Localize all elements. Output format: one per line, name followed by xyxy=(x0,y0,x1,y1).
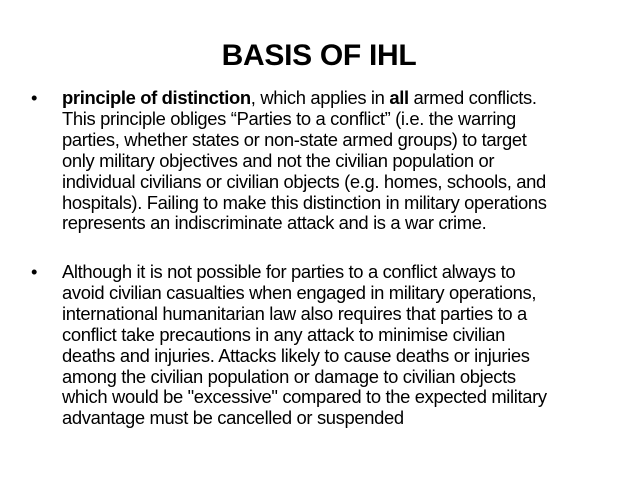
bullet-line: conflict take precautions in any attack to minimise civilian xyxy=(62,323,506,345)
bullet-line: advantage must be cancelled or suspended xyxy=(62,407,404,429)
bullet-line: parties, whether states or non-state armed groups) to target xyxy=(62,128,527,150)
bullet-principle-of-distinction xyxy=(31,87,634,234)
bullet-line: Although it is not possible for parties to a conflict always to xyxy=(62,261,516,282)
bullet-line: international humanitarian law also requires that parties to a xyxy=(62,302,527,324)
slide-title: BASIS OF IHL xyxy=(221,39,417,72)
bold-term: all xyxy=(389,87,409,108)
bullet-line: only military objectives and not the civilian population or xyxy=(62,149,495,171)
bullet-dot-icon: • xyxy=(31,87,38,108)
bullet-line: deaths and injuries. Attacks likely to cause deaths or injuries xyxy=(62,344,530,366)
bullet-line: This principle obliges “Parties to a conflict” (i.e. the warring xyxy=(62,107,516,129)
bullet-line: which would be "excessive" compared to the expected military xyxy=(62,386,547,408)
bullet-line: individual civilians or civilian objects (e.g. homes, schools, and xyxy=(62,170,546,192)
bold-term: principle of distinction xyxy=(62,87,251,108)
bullet-line: avoid civilian casualties when engaged in military operations, xyxy=(62,281,537,303)
bullet-line: hospitals). Failing to make this distinction in military operations xyxy=(62,191,547,213)
text-run: , which applies in xyxy=(250,87,390,108)
bullet-line xyxy=(62,88,634,109)
text-run: armed conflicts. xyxy=(408,87,537,108)
bullet-line: among the civilian population or damage to civilian objects xyxy=(62,365,516,387)
bullet-line: represents an indiscriminate attack and is a war crime. xyxy=(62,212,487,234)
bullet-precautions xyxy=(31,261,634,429)
bullet-dot-icon: • xyxy=(31,261,38,282)
